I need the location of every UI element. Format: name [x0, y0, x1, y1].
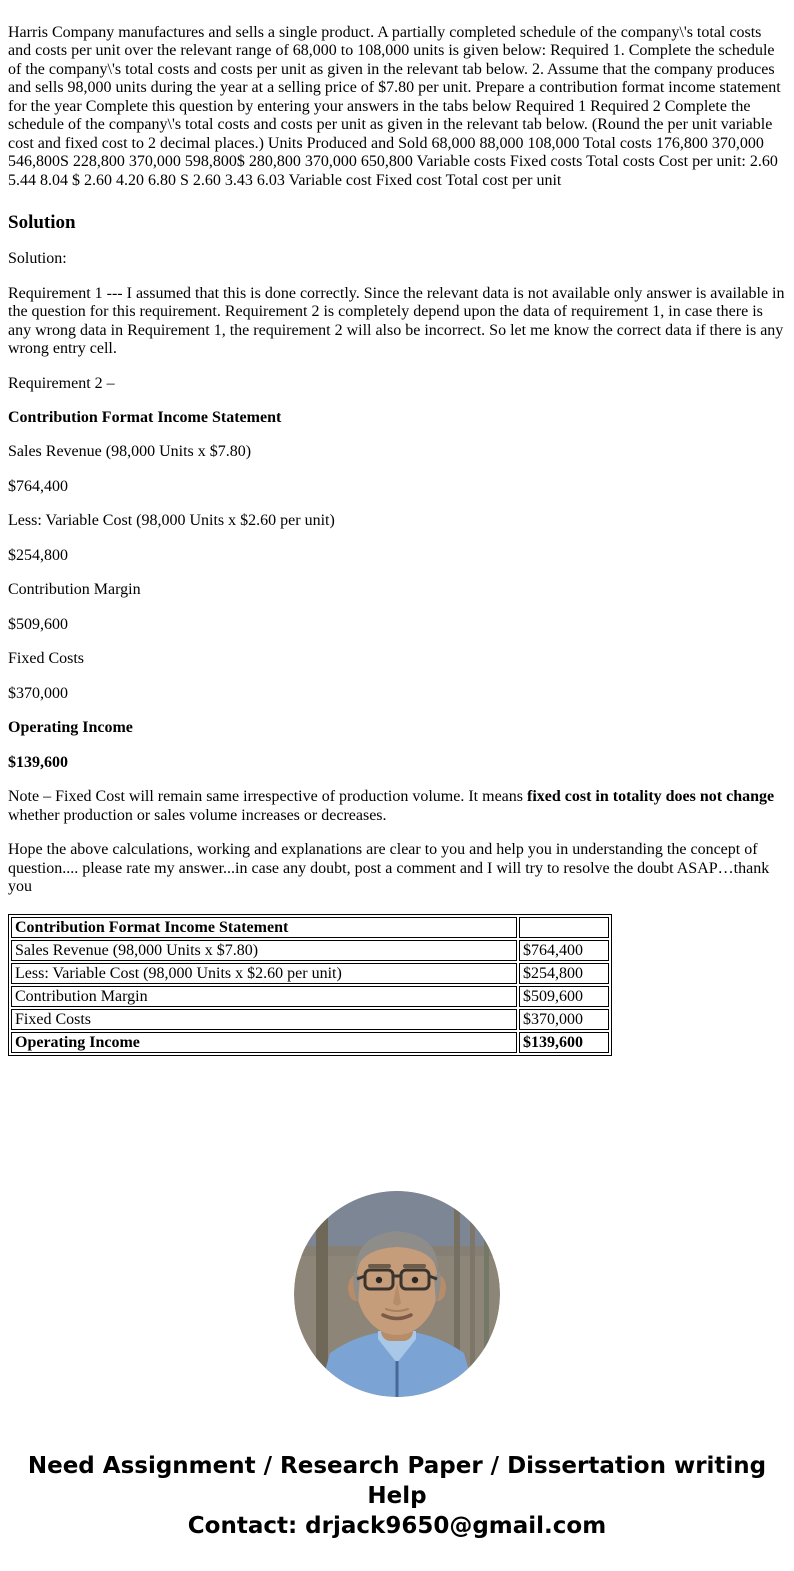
- table-row: [11, 917, 609, 938]
- table-cell-label: Sales Revenue (98,000 Units x $7.80): [11, 940, 517, 961]
- table-cell-value: $139,600: [519, 1032, 609, 1053]
- table-cell-value: $509,600: [519, 986, 609, 1007]
- solution-heading: Solution: [8, 212, 76, 234]
- income-statement-table: [8, 914, 612, 1056]
- income-line-operating-income-value: $139,600: [8, 753, 68, 771]
- note-prefix: Note – Fixed Cost will remain same irrespective of production volume. It means: [8, 788, 527, 806]
- fixed-cost-note: [8, 788, 786, 825]
- income-line-contribution-margin-value: $509,600: [8, 615, 68, 633]
- solution-label: Solution:: [8, 250, 67, 268]
- table-row: [11, 1009, 609, 1030]
- table-row: [11, 1032, 609, 1053]
- table-row: [11, 940, 609, 961]
- table-cell-label: Fixed Costs: [11, 1009, 517, 1030]
- closing-paragraph: Hope the above calculations, working and explanations are clear to you and help you in understanding the concept of question.... please rate my answer...in case any doubt, post a comment and I will try to resolve the doubt ASAP…thank you: [8, 841, 770, 895]
- table-cell-label: Less: Variable Cost (98,000 Units x $2.60 per unit): [11, 963, 517, 984]
- statement-title: Contribution Format Income Statement: [8, 408, 282, 426]
- tutor-avatar: [294, 1191, 500, 1397]
- table-row: [11, 986, 609, 1007]
- promo-footer: [8, 1451, 786, 1541]
- table-cell-value: $764,400: [519, 940, 609, 961]
- table-cell-value: $370,000: [519, 1009, 609, 1030]
- requirement-2-label: Requirement 2 –: [8, 374, 115, 392]
- note-suffix: whether production or sales volume increases or decreases.: [8, 806, 387, 824]
- promo-footer-contact: Contact: drjack9650@gmail.com: [187, 1512, 607, 1539]
- table-cell-label: Contribution Margin: [11, 986, 517, 1007]
- avatar-section: [8, 1191, 786, 1402]
- income-line-sales-revenue: Sales Revenue (98,000 Units x $7.80): [8, 443, 252, 461]
- question-text: Harris Company manufactures and sells a single product. A partially completed schedule of the company\'s total costs and costs per unit over the relevant range of 68,000 to 108,000 units is given below: Required 1. Complete the schedule of the company\'s total costs and costs per unit as given in the relevant tab below. 2. Assume that the company produces and sells 98,000 units during the year at a selling price of $7.80 per unit. Prepare a contribution format income statement for the year Complete this question by entering your answers in the tabs below Required 1 Required 2 Complete the schedule of the company\'s total costs and costs per unit as given in the relevant tab below. (Round the per unit variable cost and fixed cost to 2 decimal places.) Units Produced and Sold 68,000 88,000 108,000 Total costs 176,800 370,000 546,800S 228,800 370,000 598,800$ 280,800 370,000 650,800 Variable costs Fixed costs Total costs Cost per unit: 2.60 5.44 8.04 $ 2.60 4.20 6.80 S 2.60 3.43 6.03 Variable cost Fixed cost Total cost per unit: [8, 24, 781, 189]
- tutor-photo-illustration: [294, 1191, 500, 1397]
- income-line-fixed-costs-value: $370,000: [8, 684, 68, 702]
- table-title-value-cell: [519, 917, 609, 938]
- note-bold: fixed cost in totality does not change: [527, 788, 775, 806]
- requirement-1-paragraph: Requirement 1 --- I assumed that this is done correctly. Since the relevant data is not available only answer is available in the question for this requirement. Requirement 2 is completely depend upon the data of requirement 1, in case there is any wrong data in Requirement 1, the requirement 2 will also be incorrect. So let me know the correct data if there is any wrong entry cell.: [8, 284, 785, 358]
- promo-footer-line1: Need Assignment / Research Paper / Dissertation writing Help: [27, 1452, 767, 1509]
- table-cell-label: Operating Income: [11, 1032, 517, 1053]
- income-line-variable-cost-value: $254,800: [8, 546, 68, 564]
- income-line-fixed-costs: Fixed Costs: [8, 650, 85, 668]
- income-line-variable-cost: Less: Variable Cost (98,000 Units x $2.60 per unit): [8, 512, 335, 530]
- table-cell-value: $254,800: [519, 963, 609, 984]
- table-row: [11, 963, 609, 984]
- income-line-operating-income: Operating Income: [8, 719, 133, 737]
- income-line-contribution-margin: Contribution Margin: [8, 581, 141, 599]
- table-title-cell: Contribution Format Income Statement: [11, 917, 517, 938]
- income-line-sales-revenue-value: $764,400: [8, 477, 68, 495]
